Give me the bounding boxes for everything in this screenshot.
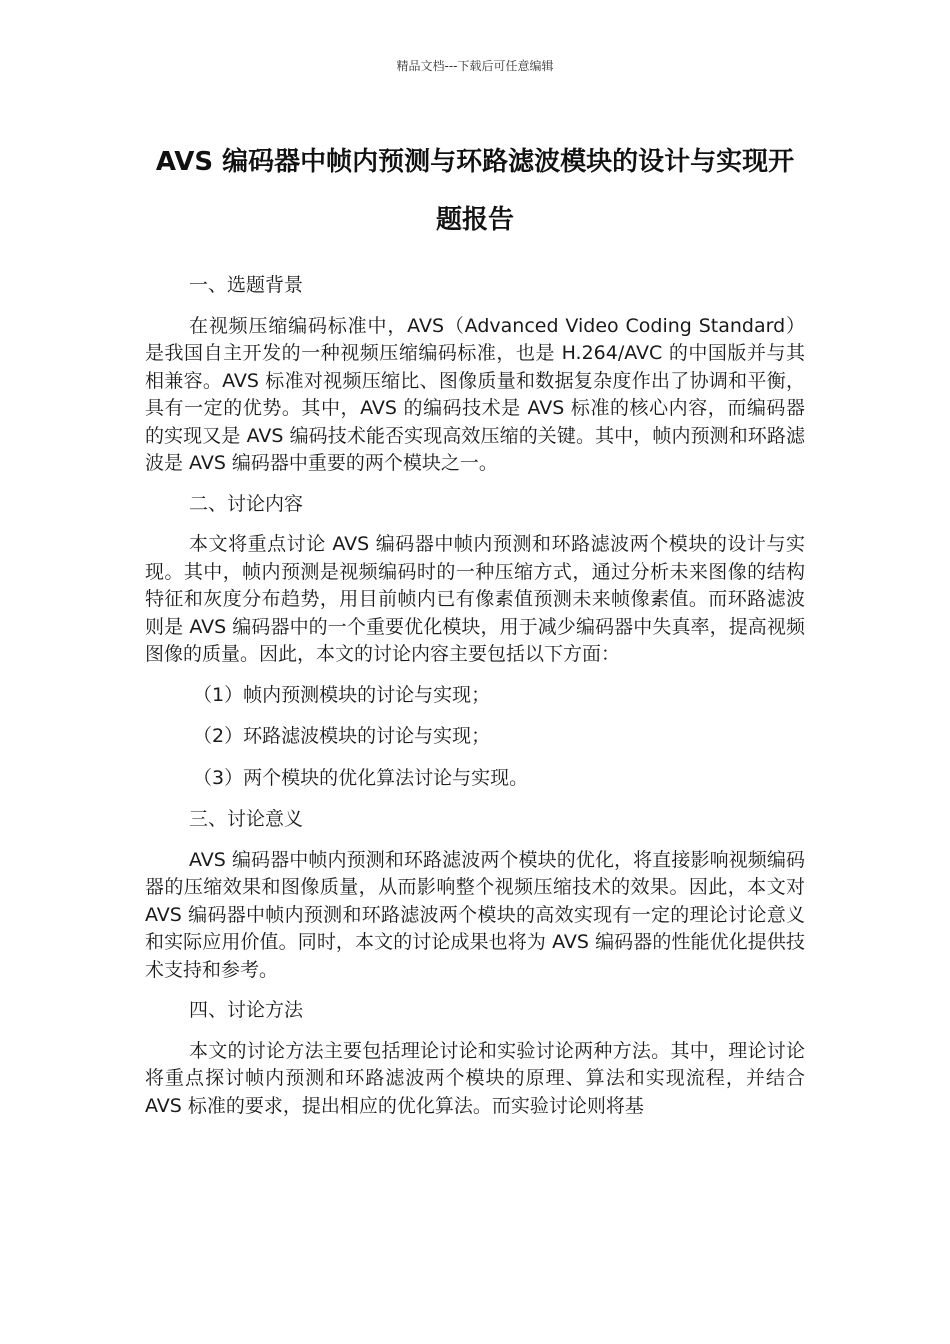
list-item: （1）帧内预测模块的讨论与实现； [193, 683, 491, 706]
paragraph: 本文的讨论方法主要包括理论讨论和实验讨论两种方法。其中，理论讨论将重点探讨帧内预测和环路滤波两个模块的原理、算法和实现流程，并结合 AVS 标准的要求，提出相应的优化算法。而实验讨论则将基 [145, 1039, 805, 1117]
document-title: AVS 编码器中帧内预测与环路滤波模块的设计与实现开题报告 [155, 147, 795, 235]
paragraph: 在视频压缩编码标准中，AVS（Advanced Video Coding Standard）是我国自主开发的一种视频压缩编码标准，也是 H.264/AVC 的中国版并与其相兼容。AVS 标准对视频压缩比、图像质量和数据复杂度作出了协调和平衡，具有一定的优势。其中，AVS 的编码技术是 AVS 标准的核心内容，而编码器的实现又是 AVS 编码技术能否实现高效压缩的关键。其中，帧内预测和环路滤波是 AVS 编码器中重要的两个模块之一。 [145, 314, 805, 474]
list-item: （2）环路滤波模块的讨论与实现； [193, 725, 491, 747]
section-heading: 二、讨论内容 [189, 492, 304, 515]
document-body [145, 272, 805, 1133]
paragraph: AVS 编码器中帧内预测和环路滤波两个模块的优化，将直接影响视频编码器的压缩效果和图像质量，从而影响整个视频压缩技术的效果。因此，本文对 AVS 编码器中帧内预测和环路滤波两个模块的高效实现有一定的理论讨论意义和实际应用价值。同时，本文的讨论成果也将为 AVS 编码器的性能优化提供技术支持和参考。 [145, 848, 805, 981]
section-heading: 四、讨论方法 [189, 999, 304, 1021]
page-header-watermark: 精品文档---下载后可任意编辑 [396, 59, 554, 73]
section-heading: 一、选题背景 [189, 274, 304, 296]
paragraph: 本文将重点讨论 AVS 编码器中帧内预测和环路滤波两个模块的设计与实现。其中，帧内预测是视频编码时的一种压缩方式，通过分析未来图像的结构特征和灰度分布趋势，用目前帧内已有像素值预测未来帧像素值。而环路滤波则是 AVS 编码器中的一个重要优化模块，用于减少编码器中失真率，提高视频图像的质量。因此，本文的讨论内容主要包括以下方面： [145, 533, 805, 665]
section-heading: 三、讨论意义 [189, 808, 304, 830]
list-item: （3）两个模块的优化算法讨论与实现。 [193, 766, 529, 789]
